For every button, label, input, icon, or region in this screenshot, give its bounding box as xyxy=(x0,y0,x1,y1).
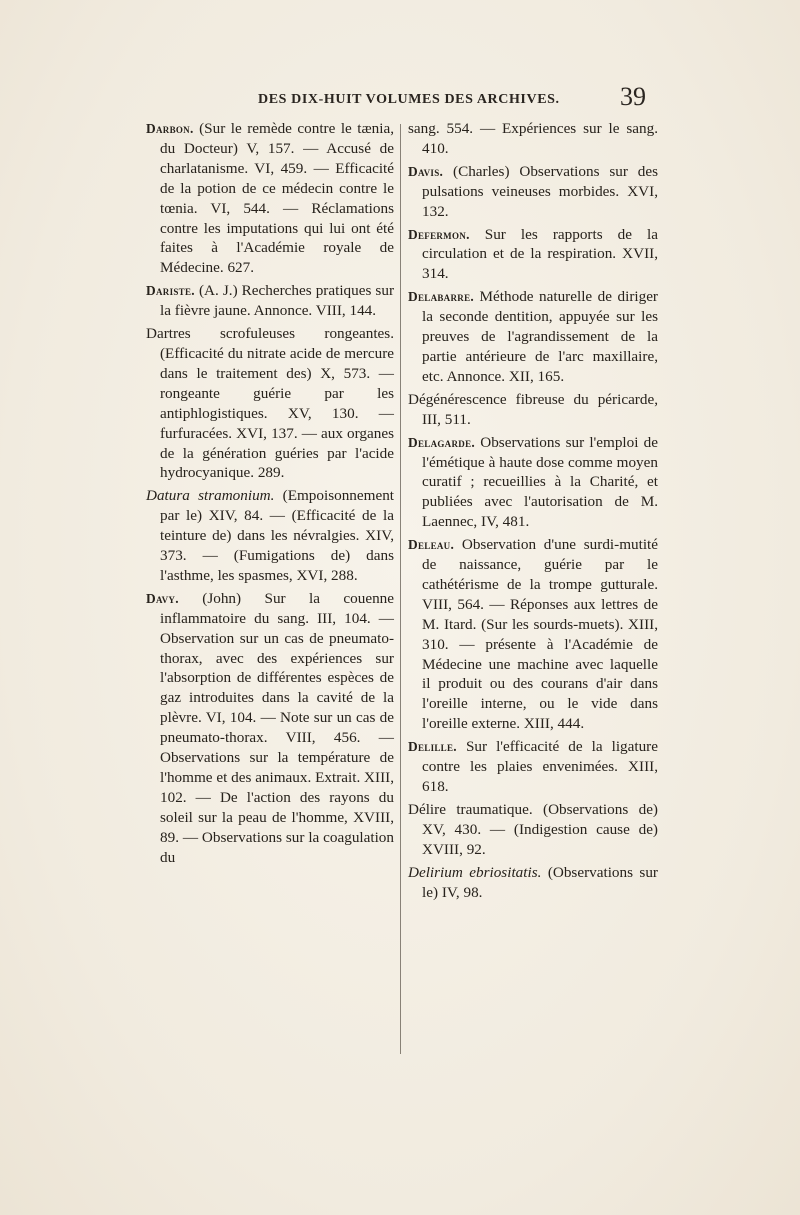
column-divider xyxy=(400,124,401,1054)
entry-head: Datura stramonium. xyxy=(146,487,275,505)
index-entry xyxy=(408,287,658,387)
index-entry xyxy=(408,433,658,533)
index-entry xyxy=(146,589,394,868)
entry-text: (Empoisonnement par le) XIV, 84. — (Efficacité de la teinture de) dans les névralgies. XIV, 373. — (Fumigations de) dans l'asthme, les spasmes, XVI, 288. xyxy=(160,487,395,584)
entry-text: Observation d'une surdi-mutité de naissance, guérie par le cathétérisme de la trompe gutturale. VIII, 564. — Réponses aux lettres de M. Itard. (Sur les sourds-muets). XIII, 310. — présente à l'Académie de Médecine une machine avec laquelle il produit ou des courans d'air dans l'oreille interne, ou le vide dans l'oreille externe. XIII, 444. xyxy=(422,536,658,733)
entry-text: (Charles) Observations sur des pulsations veineuses morbides. XVI, 132. xyxy=(422,162,658,220)
entry-text: Sur l'efficacité de la ligature contre les plaies envenimées. XIII, 618. xyxy=(422,738,658,795)
entry-text: sang. 554. — Expériences sur le sang. 410. xyxy=(408,120,658,157)
entry-head: Delabarre. xyxy=(408,289,475,305)
index-column-left xyxy=(146,119,394,871)
entry-text: Délire traumatique. (Observations de) XV, 430. — (Indigestion cause de) XVIII, 92. xyxy=(408,800,658,858)
entry-text: Sur les rapports de la circulation et de la respiration. XVII, 314. xyxy=(422,225,658,283)
entry-text: (John) Sur la couenne inflammatoire du sang. III, 104. — Observation sur un cas de pneumato-thorax, avec des expériences sur l'absorption de différentes espèces de gaz introduites dans la cavité de la plèvre. VI, 104. — Note sur un cas de pneumato-thorax. VIII, 456. — Observations sur la température de l'homme et des animaux. Extrait. XIII, 102. — De l'action des rayons du soleil sur la peau de l'homme, XVIII, 89. — Observations sur la coagulation du xyxy=(160,589,394,866)
index-entry xyxy=(408,162,658,222)
entry-text: Observations sur l'emploi de l'émétique à haute dose comme moyen curatif ; recueillies à la Charité, et publiées avec l'autorisation de M. Laennec, IV, 481. xyxy=(422,433,658,531)
entry-text: (A. J.) Recherches pratiques sur la fièvre jaune. Annonce. VIII, 144. xyxy=(160,282,394,320)
index-entry xyxy=(146,324,394,483)
entry-head: Dariste. xyxy=(146,283,195,299)
entry-head: Delirium ebriositatis. xyxy=(408,863,542,881)
entry-text: (Sur le remède contre le tænia, du Docteur) V, 157. — Accusé de charlatanisme. VI, 459. — Efficacité de la potion de ce médecin contre le tœnia. VI, 544. — Réclamations contre les imputations qui lui ont été faites à l'Académie royale de Médecine. 627. xyxy=(160,120,394,277)
entry-head: Defermon. xyxy=(408,226,470,242)
entry-head: Deleau. xyxy=(408,537,455,553)
index-entry xyxy=(146,486,394,586)
running-title: DES DIX-HUIT VOLUMES DES ARCHIVES. xyxy=(258,92,560,107)
index-entry xyxy=(408,800,658,860)
entry-text: Dégénérescence fibreuse du péricarde, III, 511. xyxy=(408,390,658,428)
index-entry xyxy=(408,119,658,159)
entry-head: Davis. xyxy=(408,163,444,179)
index-entry xyxy=(408,737,658,797)
entry-text: Méthode naturelle de diriger la seconde dentition, appuyée sur les preuves de l'agrandissement de la partie antérieure de l'arc maxillaire, etc. Annonce. XII, 165. xyxy=(422,288,658,385)
index-entry xyxy=(408,535,658,734)
index-entry xyxy=(408,390,658,430)
index-entry xyxy=(408,225,658,285)
index-entry xyxy=(146,119,394,278)
entry-text: Dartres scrofuleuses rongeantes. (Efficacité du nitrate acide de mercure dans le traitement des) X, 573. — rongeante guérie par les antiphlogistiques. XV, 130. — furfuracées. XVI, 137. — aux organes de la génération guéries par l'acide hydrocyanique. 289. xyxy=(146,325,394,482)
index-column-right xyxy=(408,119,658,905)
entry-head: Darbon. xyxy=(146,121,194,136)
entry-head: Davy. xyxy=(146,590,179,606)
index-entry xyxy=(408,863,658,903)
page-number: 39 xyxy=(620,82,646,111)
entry-text: (Observations sur le) IV, 98. xyxy=(422,863,658,901)
entry-head: Delille. xyxy=(408,739,457,755)
entry-head: Delagarde. xyxy=(408,434,476,450)
index-entry xyxy=(146,281,394,321)
